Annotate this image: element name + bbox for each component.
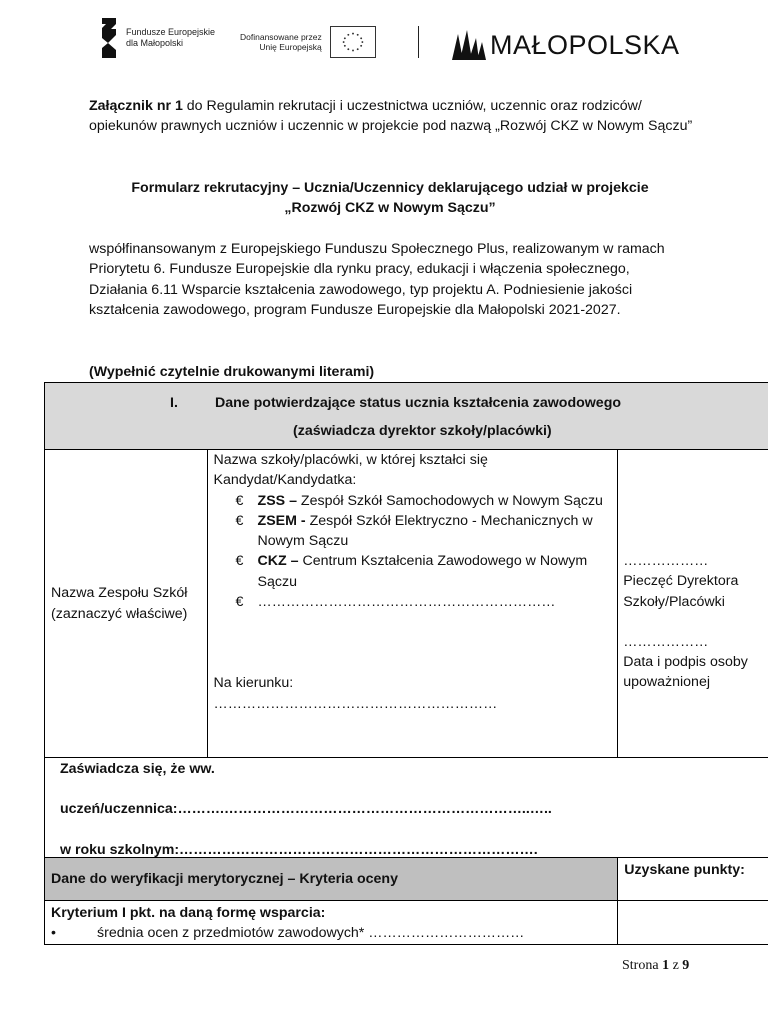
footer-prefix: Strona bbox=[622, 958, 663, 973]
student-name-field[interactable]: uczeń/uczennica:……….………………………………………………………..….. bbox=[60, 801, 552, 817]
section-header-row bbox=[45, 383, 768, 450]
school-option-other-field[interactable]: ……………………………………………………… bbox=[257, 594, 556, 611]
school-option-zsem[interactable] bbox=[214, 511, 614, 552]
eu-logo-line2: Unię Europejską bbox=[259, 42, 322, 52]
school-option-zss[interactable] bbox=[214, 491, 614, 511]
form-title-line1: Formularz rekrutacyjny – Ucznia/Uczennicy deklarującego udział w projekcie bbox=[131, 180, 649, 196]
checkbox-icon[interactable]: € bbox=[235, 553, 244, 570]
form-title-line2: „Rozwój CKZ w Nowym Sączu” bbox=[284, 200, 496, 217]
criteria-header: Dane do weryfikacji merytorycznej – Kryteria oceny bbox=[51, 871, 398, 887]
logo-separator bbox=[418, 26, 419, 58]
current-page: 1 bbox=[662, 958, 670, 973]
certificate-line: Zaświadcza się, że ww. bbox=[60, 761, 215, 777]
section-number: I. bbox=[170, 395, 178, 411]
fe-logo-line1: Fundusze Europejskie bbox=[126, 27, 216, 37]
funding-description: współfinansowanym z Europejskiego Funduszu Społecznego Plus, realizowanym w ramach Priorytetu 6. Fundusze Europejskie dla rynku pracy, edukacji i włączenia społecznego, Działania 6.11 Wsparcie kształcenia zawodowego, typ projektu A. Podniesienie jakości kształcenia zawodowego, program Fundusze Europejskie dla Małopolski 2021-2027. bbox=[89, 241, 665, 318]
eu-flag-icon bbox=[330, 26, 376, 58]
points-cell[interactable] bbox=[618, 901, 768, 945]
fe-logo-line2: dla Małopolski bbox=[126, 38, 184, 48]
school-option-name: Centrum Kształcenia Zawodowego w Nowym Sączu bbox=[257, 553, 588, 590]
attachment-intro bbox=[89, 96, 709, 137]
date-signature-label: Data i podpis osoby upoważnionej bbox=[623, 654, 748, 691]
recruitment-form-table bbox=[44, 382, 768, 945]
form-title bbox=[89, 178, 691, 219]
school-option-other[interactable] bbox=[214, 592, 614, 612]
fe-logo bbox=[98, 18, 215, 58]
criterion-title: Kryterium I pkt. na daną formę wsparcia: bbox=[51, 905, 326, 921]
attachment-description: do Regulamin rekrutacji i uczestnictwa uczniów, uczennic oraz rodziców/ opiekunów prawnych uczniów i uczennic w projekcie pod nazwą „Rozwój CKZ w Nowym Sączu” bbox=[89, 98, 693, 135]
page-footer bbox=[622, 958, 689, 974]
criterion-row bbox=[45, 901, 768, 945]
malopolska-logo-text: MAŁOPOLSKA bbox=[490, 30, 680, 60]
footer-separator: z bbox=[669, 958, 683, 973]
attachment-number: Załącznik nr 1 bbox=[89, 98, 183, 114]
school-label: Nazwa Zespołu Szkół (zaznaczyć właściwe) bbox=[51, 585, 188, 622]
fe-logo-icon bbox=[98, 18, 120, 58]
criteria-header-row bbox=[45, 858, 768, 901]
direction-label: Na kierunku: bbox=[213, 675, 294, 692]
bullet-icon: • bbox=[51, 925, 56, 942]
total-pages: 9 bbox=[682, 958, 690, 973]
date-signature-dots[interactable]: ……………… bbox=[623, 633, 709, 650]
eu-logo bbox=[240, 26, 376, 58]
points-header: Uzyskane punkty: bbox=[624, 862, 745, 878]
direction-field[interactable]: …………………………………………………… bbox=[213, 695, 498, 712]
criterion-item bbox=[51, 923, 611, 943]
stamp-dots[interactable]: ……………… bbox=[623, 553, 709, 569]
criterion-item-text[interactable]: średnia ocen z przedmiotów zawodowych* …………………………… bbox=[97, 925, 525, 942]
school-option-code: ZSEM - bbox=[257, 512, 306, 529]
school-option-name: Zespół Szkół Elektryczno - Mechanicznych w Nowym Sączu bbox=[257, 512, 593, 550]
malopolska-mountains-icon bbox=[452, 30, 486, 60]
certificate-row bbox=[45, 758, 768, 858]
school-question: Nazwa szkoły/placówki, w której kształci się Kandydat/Kandydatka: bbox=[213, 452, 488, 489]
school-option-ckz[interactable] bbox=[214, 551, 614, 592]
school-row bbox=[45, 450, 768, 758]
checkbox-icon[interactable]: € bbox=[235, 492, 244, 509]
school-option-name: Zespół Szkół Samochodowych w Nowym Sączu bbox=[296, 492, 603, 509]
fill-instruction: (Wypełnić czytelnie drukowanymi literami) bbox=[89, 364, 375, 380]
stamp-label: Pieczęć Dyrektora Szkoły/Placówki bbox=[623, 573, 739, 610]
section-title: Dane potwierdzające status ucznia kształcenia zawodowego bbox=[215, 395, 622, 411]
malopolska-logo bbox=[452, 30, 680, 60]
school-option-code: CKZ – bbox=[257, 553, 299, 570]
school-option-code: ZSS – bbox=[257, 492, 297, 509]
school-year-field[interactable]: w roku szkolnym:…………………………………………………………………. bbox=[60, 842, 538, 858]
section-subtitle: (zaświadcza dyrektor szkoły/placówki) bbox=[293, 423, 552, 439]
eu-logo-line1: Dofinansowane przez bbox=[240, 32, 322, 42]
checkbox-icon[interactable]: € bbox=[235, 594, 244, 611]
checkbox-icon[interactable]: € bbox=[235, 512, 244, 529]
